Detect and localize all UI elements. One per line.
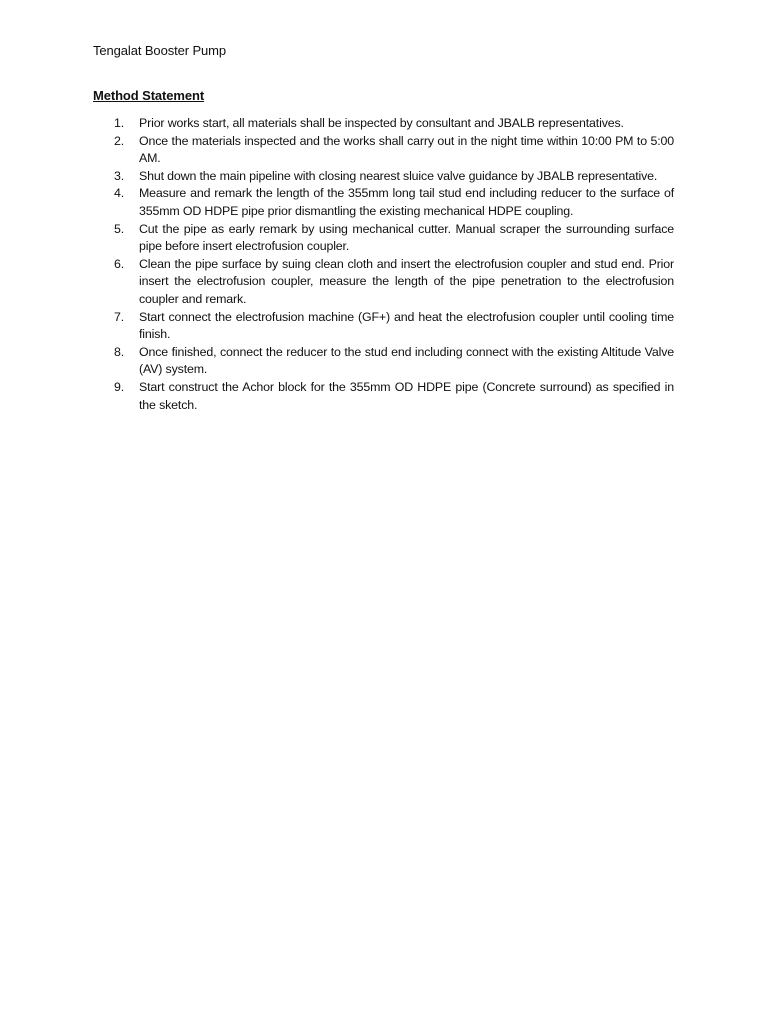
list-item bbox=[93, 344, 674, 379]
section-title: Method Statement bbox=[93, 88, 205, 103]
step-number: 1. bbox=[114, 116, 125, 130]
step-text: Start construct the Achor block for the 355mm OD HDPE pipe (Concrete surround) as specified in the sketch. bbox=[139, 379, 674, 412]
step-number: 4. bbox=[114, 186, 125, 201]
list-item bbox=[93, 168, 674, 186]
step-text: Prior works start, all materials shall be inspected by consultant and JBALB representatives. bbox=[139, 116, 624, 130]
step-text: Once finished, connect the reducer to the stud end including connect with the existing Altitude Valve (AV) system. bbox=[139, 344, 674, 377]
document-header: Tengalat Booster Pump bbox=[93, 43, 227, 58]
step-text: Clean the pipe surface by suing clean cloth and insert the electrofusion coupler and stud end. Prior insert the electrofusion coupler, measure the length of the pipe penetration to the electrofusion coupler and remark. bbox=[139, 256, 674, 306]
step-text: Once the materials inspected and the works shall carry out in the night time within 10:00 PM to 5:00 AM. bbox=[139, 133, 674, 166]
step-text: Start connect the electrofusion machine (GF+) and heat the electrofusion coupler until cooling time finish. bbox=[139, 309, 674, 342]
step-number: 2. bbox=[114, 133, 125, 148]
step-number: 7. bbox=[114, 309, 125, 324]
step-text: Measure and remark the length of the 355mm long tail stud end including reducer to the surface of 355mm OD HDPE pipe prior dismantling the existing mechanical HDPE coupling. bbox=[139, 186, 674, 218]
step-number: 3. bbox=[114, 168, 125, 183]
method-steps-list bbox=[93, 115, 674, 414]
list-item bbox=[93, 256, 674, 309]
list-item bbox=[93, 379, 674, 414]
step-text: Cut the pipe as early remark by using mechanical cutter. Manual scraper the surrounding surface pipe before insert electrofusion coupler. bbox=[139, 221, 674, 254]
step-number: 9. bbox=[114, 379, 125, 394]
list-item bbox=[93, 115, 674, 133]
step-text: Shut down the main pipeline with closing nearest sluice valve guidance by JBALB representative. bbox=[139, 168, 658, 183]
list-item bbox=[93, 185, 674, 220]
step-number: 5. bbox=[114, 221, 125, 236]
list-item bbox=[93, 309, 674, 344]
list-item bbox=[93, 221, 674, 256]
step-number: 8. bbox=[114, 344, 125, 359]
step-number: 6. bbox=[114, 256, 125, 271]
list-item bbox=[93, 133, 674, 168]
